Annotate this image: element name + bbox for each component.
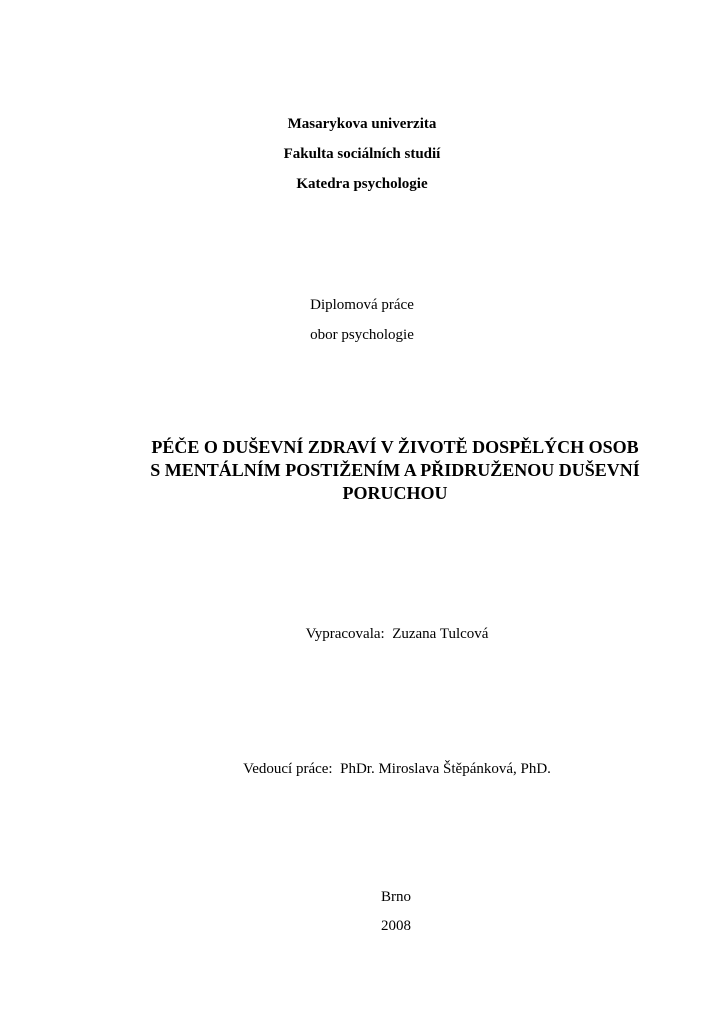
thesis-title-line-1: PÉČE O DUŠEVNÍ ZDRAVÍ V ŽIVOTĚ DOSPĚLÝCH OSOB: [151, 437, 639, 457]
university-name: Masarykova univerzita: [287, 116, 437, 132]
author-name: Zuzana Tulcová: [392, 626, 489, 642]
year: 2008: [381, 918, 411, 934]
thesis-title-line-2: S MENTÁLNÍM POSTIŽENÍM A PŘIDRUŽENOU DUŠEVNÍ: [150, 460, 640, 480]
supervisor-name: PhDr. Miroslava Štěpánková, PhD.: [340, 761, 551, 777]
thesis-type: Diplomová práce: [310, 297, 414, 313]
department-name: Katedra psychologie: [296, 176, 428, 192]
supervisor-label: Vedoucí práce:: [243, 761, 333, 777]
faculty-name: Fakulta sociálních studií: [283, 146, 441, 162]
city: Brno: [381, 889, 411, 905]
supervisor-line: [35, 760, 724, 778]
author-line: [35, 625, 724, 643]
author-label: Vypracovala:: [305, 626, 385, 642]
thesis-title-line-3: PORUCHOU: [342, 483, 448, 503]
thesis-field: obor psychologie: [310, 327, 414, 343]
thesis-title: [60, 436, 724, 505]
